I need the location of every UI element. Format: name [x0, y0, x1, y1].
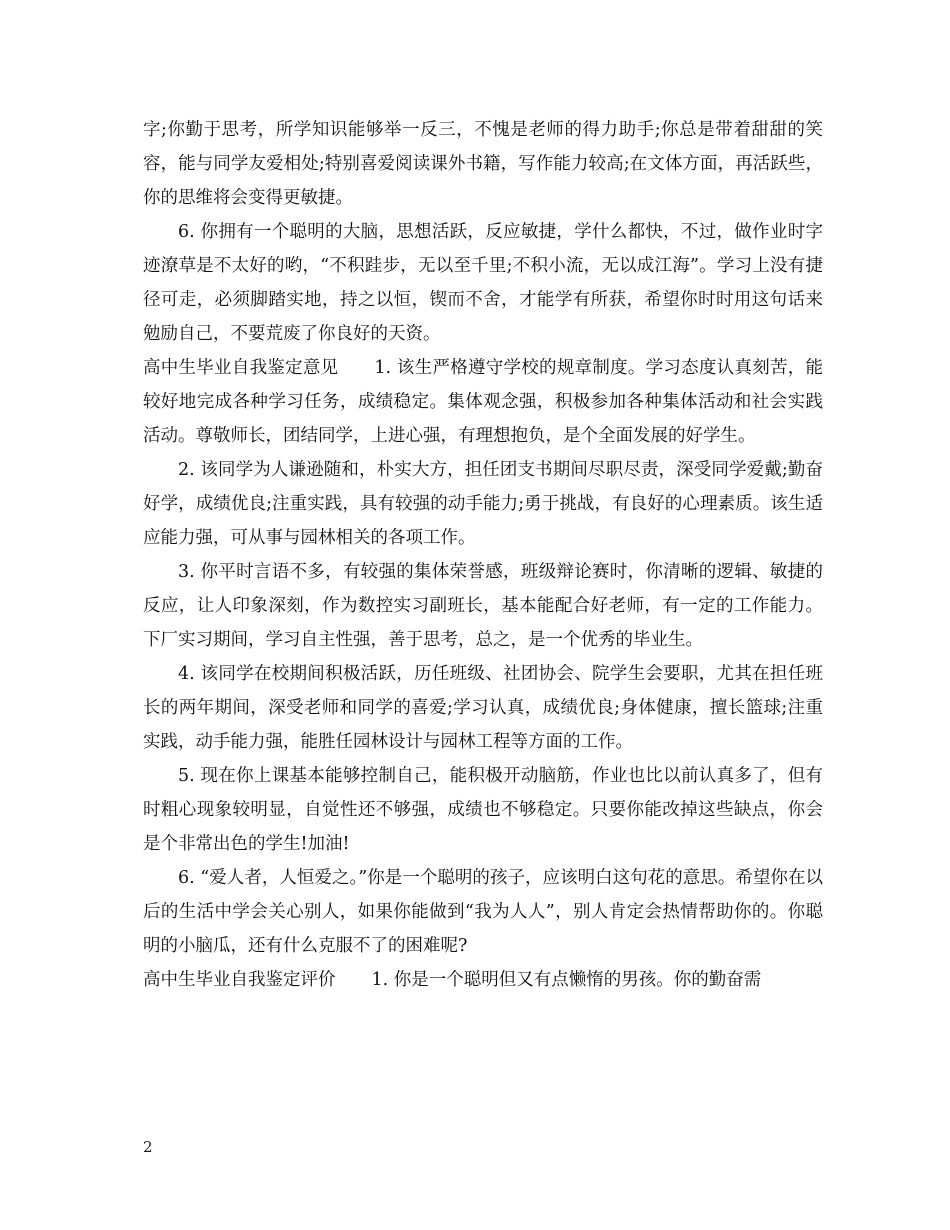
paragraph-item-6b — [143, 861, 823, 963]
section-heading-opinion: 高中生毕业自我鉴定意见 — [143, 358, 339, 378]
paragraph-text: 3. 你平时言语不多，有较强的集体荣誉感，班级辩论赛时，你清晰的逻辑、敏捷的反应，让人印象深刻，作为数控实习副班长，基本能配合好老师，有一定的工作能力。下厂实习期间，学习自主性强，善于思考，总之，是一个优秀的毕业生。 — [143, 562, 823, 650]
paragraph-item-6 — [143, 215, 823, 351]
paragraph-item-3 — [143, 555, 823, 657]
paragraph-item-5 — [143, 759, 823, 861]
paragraph-text: 1. 该生严格遵守学校的规章制度。学习态度认真刻苦，能较好地完成各种学习任务，成绩稳定。集体观念强，积极参加各种集体活动和社会实践活动。尊敬师长，团结同学，上进心强，有理想抱负，是个全面发展的好学生。 — [143, 358, 823, 446]
paragraph-continued — [143, 113, 823, 215]
paragraph-text: 字;你勤于思考，所学知识能够举一反三，不愧是老师的得力助手;你总是带着甜甜的笑容，能与同学友爱相处;特别喜爱阅读课外书籍，写作能力较高;在文体方面，再活跃些，你的思维将会变得更敏捷。 — [143, 120, 823, 208]
paragraph-text: 6. “爱人者，人恒爱之。”你是一个聪明的孩子，应该明白这句花的意思。希望你在以后的生活中学会关心别人，如果你能做到“我为人人”，别人肯定会热情帮助你的。你聪明的小脑瓜，还有什么克服不了的困难呢? — [143, 868, 823, 956]
paragraph-text: 2. 该同学为人谦逊随和，朴实大方，担任团支书期间尽职尽责，深受同学爱戴;勤奋好学，成绩优良;注重实践，具有较强的动手能力;勇于挑战，有良好的心理素质。该生适应能力强，可从事与园林相关的各项工作。 — [143, 460, 823, 548]
paragraph-text: 1. 你是一个聪明但又有点懒惰的男孩。你的勤奋需 — [371, 970, 762, 990]
paragraph-text: 5. 现在你上课基本能够控制自己，能积极开动脑筋，作业也比以前认真多了，但有时粗心现象较明显，自觉性还不够强，成绩也不够稳定。只要你能改掉这些缺点，你会是个非常出色的学生!加油! — [143, 766, 823, 854]
page-number: 2 — [143, 1138, 153, 1156]
paragraph-text: 6. 你拥有一个聪明的大脑，思想活跃，反应敏捷，学什么都快，不过，做作业时字迹潦草是不太好的哟，“不积跬步，无以至千里;不积小流，无以成江海”。学习上没有捷径可走，必须脚踏实地，持之以恒，锲而不舍，才能学有所获，希望你时时用这句话来勉励自己，不要荒废了你良好的天资。 — [143, 222, 823, 344]
section-heading-evaluation: 高中生毕业自我鉴定评价 — [143, 970, 336, 990]
paragraph-item-2 — [143, 453, 823, 555]
paragraph-text: 4. 该同学在校期间积极活跃，历任班级、社团协会、院学生会要职，尤其在担任班长的两年期间，深受老师和同学的喜爱;学习认真，成绩优良;身体健康，擅长篮球;注重实践，动手能力强，能胜任园林设计与园林工程等方面的工作。 — [143, 664, 823, 752]
paragraph-item-4 — [143, 657, 823, 759]
document-body — [143, 113, 823, 997]
section-evaluation — [143, 963, 823, 997]
section-opinion — [143, 351, 823, 453]
